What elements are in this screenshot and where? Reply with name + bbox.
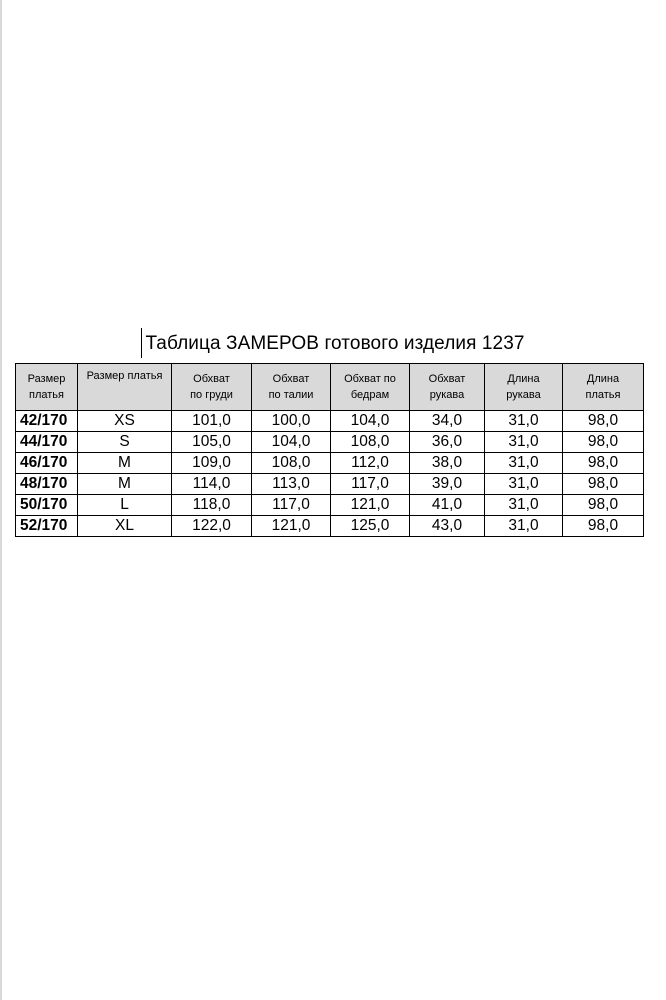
page-edge-line bbox=[0, 0, 2, 1000]
header-waist-girth bbox=[252, 364, 331, 411]
cell-waist: 100,0 bbox=[252, 411, 331, 432]
cell-waist: 104,0 bbox=[252, 432, 331, 453]
header-line: рукава bbox=[506, 389, 541, 401]
document-title bbox=[141, 330, 524, 358]
cell-sleeve-length: 31,0 bbox=[485, 516, 563, 537]
cell-hips: 108,0 bbox=[331, 432, 410, 453]
cell-waist: 113,0 bbox=[252, 474, 331, 495]
cell-size: 42/170 bbox=[16, 411, 78, 432]
table-row bbox=[16, 495, 644, 516]
cell-sleeve-length: 31,0 bbox=[485, 495, 563, 516]
header-line: по груди bbox=[190, 389, 233, 401]
header-line: платья bbox=[29, 389, 64, 401]
cell-dress-length: 98,0 bbox=[563, 411, 644, 432]
cell-waist: 121,0 bbox=[252, 516, 331, 537]
table-row bbox=[16, 411, 644, 432]
table-row bbox=[16, 474, 644, 495]
header-dress-letter-size bbox=[78, 364, 172, 411]
cell-letter-size: XS bbox=[78, 411, 172, 432]
header-line: по талии bbox=[268, 389, 314, 401]
cell-dress-length: 98,0 bbox=[563, 474, 644, 495]
cell-size: 48/170 bbox=[16, 474, 78, 495]
cell-chest: 109,0 bbox=[172, 453, 252, 474]
header-sleeve-girth bbox=[410, 364, 485, 411]
cell-letter-size: M bbox=[78, 474, 172, 495]
cell-letter-size: S bbox=[78, 432, 172, 453]
cell-chest: 101,0 bbox=[172, 411, 252, 432]
table-row bbox=[16, 453, 644, 474]
cell-hips: 112,0 bbox=[331, 453, 410, 474]
header-sleeve-length bbox=[485, 364, 563, 411]
cell-waist: 108,0 bbox=[252, 453, 331, 474]
header-line: Длина bbox=[586, 373, 620, 385]
cell-waist: 117,0 bbox=[252, 495, 331, 516]
cell-letter-size: L bbox=[78, 495, 172, 516]
cell-letter-size: XL bbox=[78, 516, 172, 537]
cell-chest: 118,0 bbox=[172, 495, 252, 516]
header-line: платья bbox=[585, 389, 621, 401]
title-row bbox=[0, 330, 666, 360]
cell-chest: 105,0 bbox=[172, 432, 252, 453]
header-line: Обхват по bbox=[344, 373, 396, 385]
cell-letter-size: M bbox=[78, 453, 172, 474]
cell-sleeve-girth: 39,0 bbox=[410, 474, 485, 495]
header-chest-girth bbox=[172, 364, 252, 411]
cell-sleeve-length: 31,0 bbox=[485, 453, 563, 474]
cell-hips: 104,0 bbox=[331, 411, 410, 432]
cell-hips: 121,0 bbox=[331, 495, 410, 516]
cell-sleeve-girth: 34,0 bbox=[410, 411, 485, 432]
cell-size: 50/170 bbox=[16, 495, 78, 516]
header-line: Обхват bbox=[428, 373, 466, 385]
text-cursor-icon bbox=[141, 328, 142, 358]
table-row bbox=[16, 516, 644, 537]
header-dress-length bbox=[563, 364, 644, 411]
cell-sleeve-length: 31,0 bbox=[485, 432, 563, 453]
cell-sleeve-length: 31,0 bbox=[485, 411, 563, 432]
document-title-text: Таблица ЗАМЕРОВ готового изделия 1237 bbox=[145, 333, 525, 354]
header-line: Длина bbox=[507, 373, 540, 385]
header-line: Размер платья bbox=[86, 370, 163, 382]
cell-sleeve-girth: 41,0 bbox=[410, 495, 485, 516]
cell-size: 46/170 bbox=[16, 453, 78, 474]
cell-dress-length: 98,0 bbox=[563, 516, 644, 537]
table-row bbox=[16, 432, 644, 453]
cell-sleeve-girth: 38,0 bbox=[410, 453, 485, 474]
cell-dress-length: 98,0 bbox=[563, 495, 644, 516]
cell-size: 52/170 bbox=[16, 516, 78, 537]
cell-size: 44/170 bbox=[16, 432, 78, 453]
cell-sleeve-girth: 36,0 bbox=[410, 432, 485, 453]
header-line: рукава bbox=[429, 389, 465, 401]
cell-dress-length: 98,0 bbox=[563, 453, 644, 474]
cell-chest: 114,0 bbox=[172, 474, 252, 495]
cell-hips: 117,0 bbox=[331, 474, 410, 495]
header-line: Обхват bbox=[193, 373, 230, 385]
header-hips-girth bbox=[331, 364, 410, 411]
cell-sleeve-girth: 43,0 bbox=[410, 516, 485, 537]
cell-dress-length: 98,0 bbox=[563, 432, 644, 453]
cell-chest: 122,0 bbox=[172, 516, 252, 537]
header-dress-size bbox=[16, 364, 78, 411]
cell-sleeve-length: 31,0 bbox=[485, 474, 563, 495]
header-line: Размер bbox=[27, 373, 66, 385]
table-header-row bbox=[16, 364, 644, 411]
header-line: Обхват bbox=[272, 373, 310, 385]
measurements-table bbox=[15, 363, 644, 537]
cell-hips: 125,0 bbox=[331, 516, 410, 537]
header-line: бедрам bbox=[350, 389, 390, 401]
